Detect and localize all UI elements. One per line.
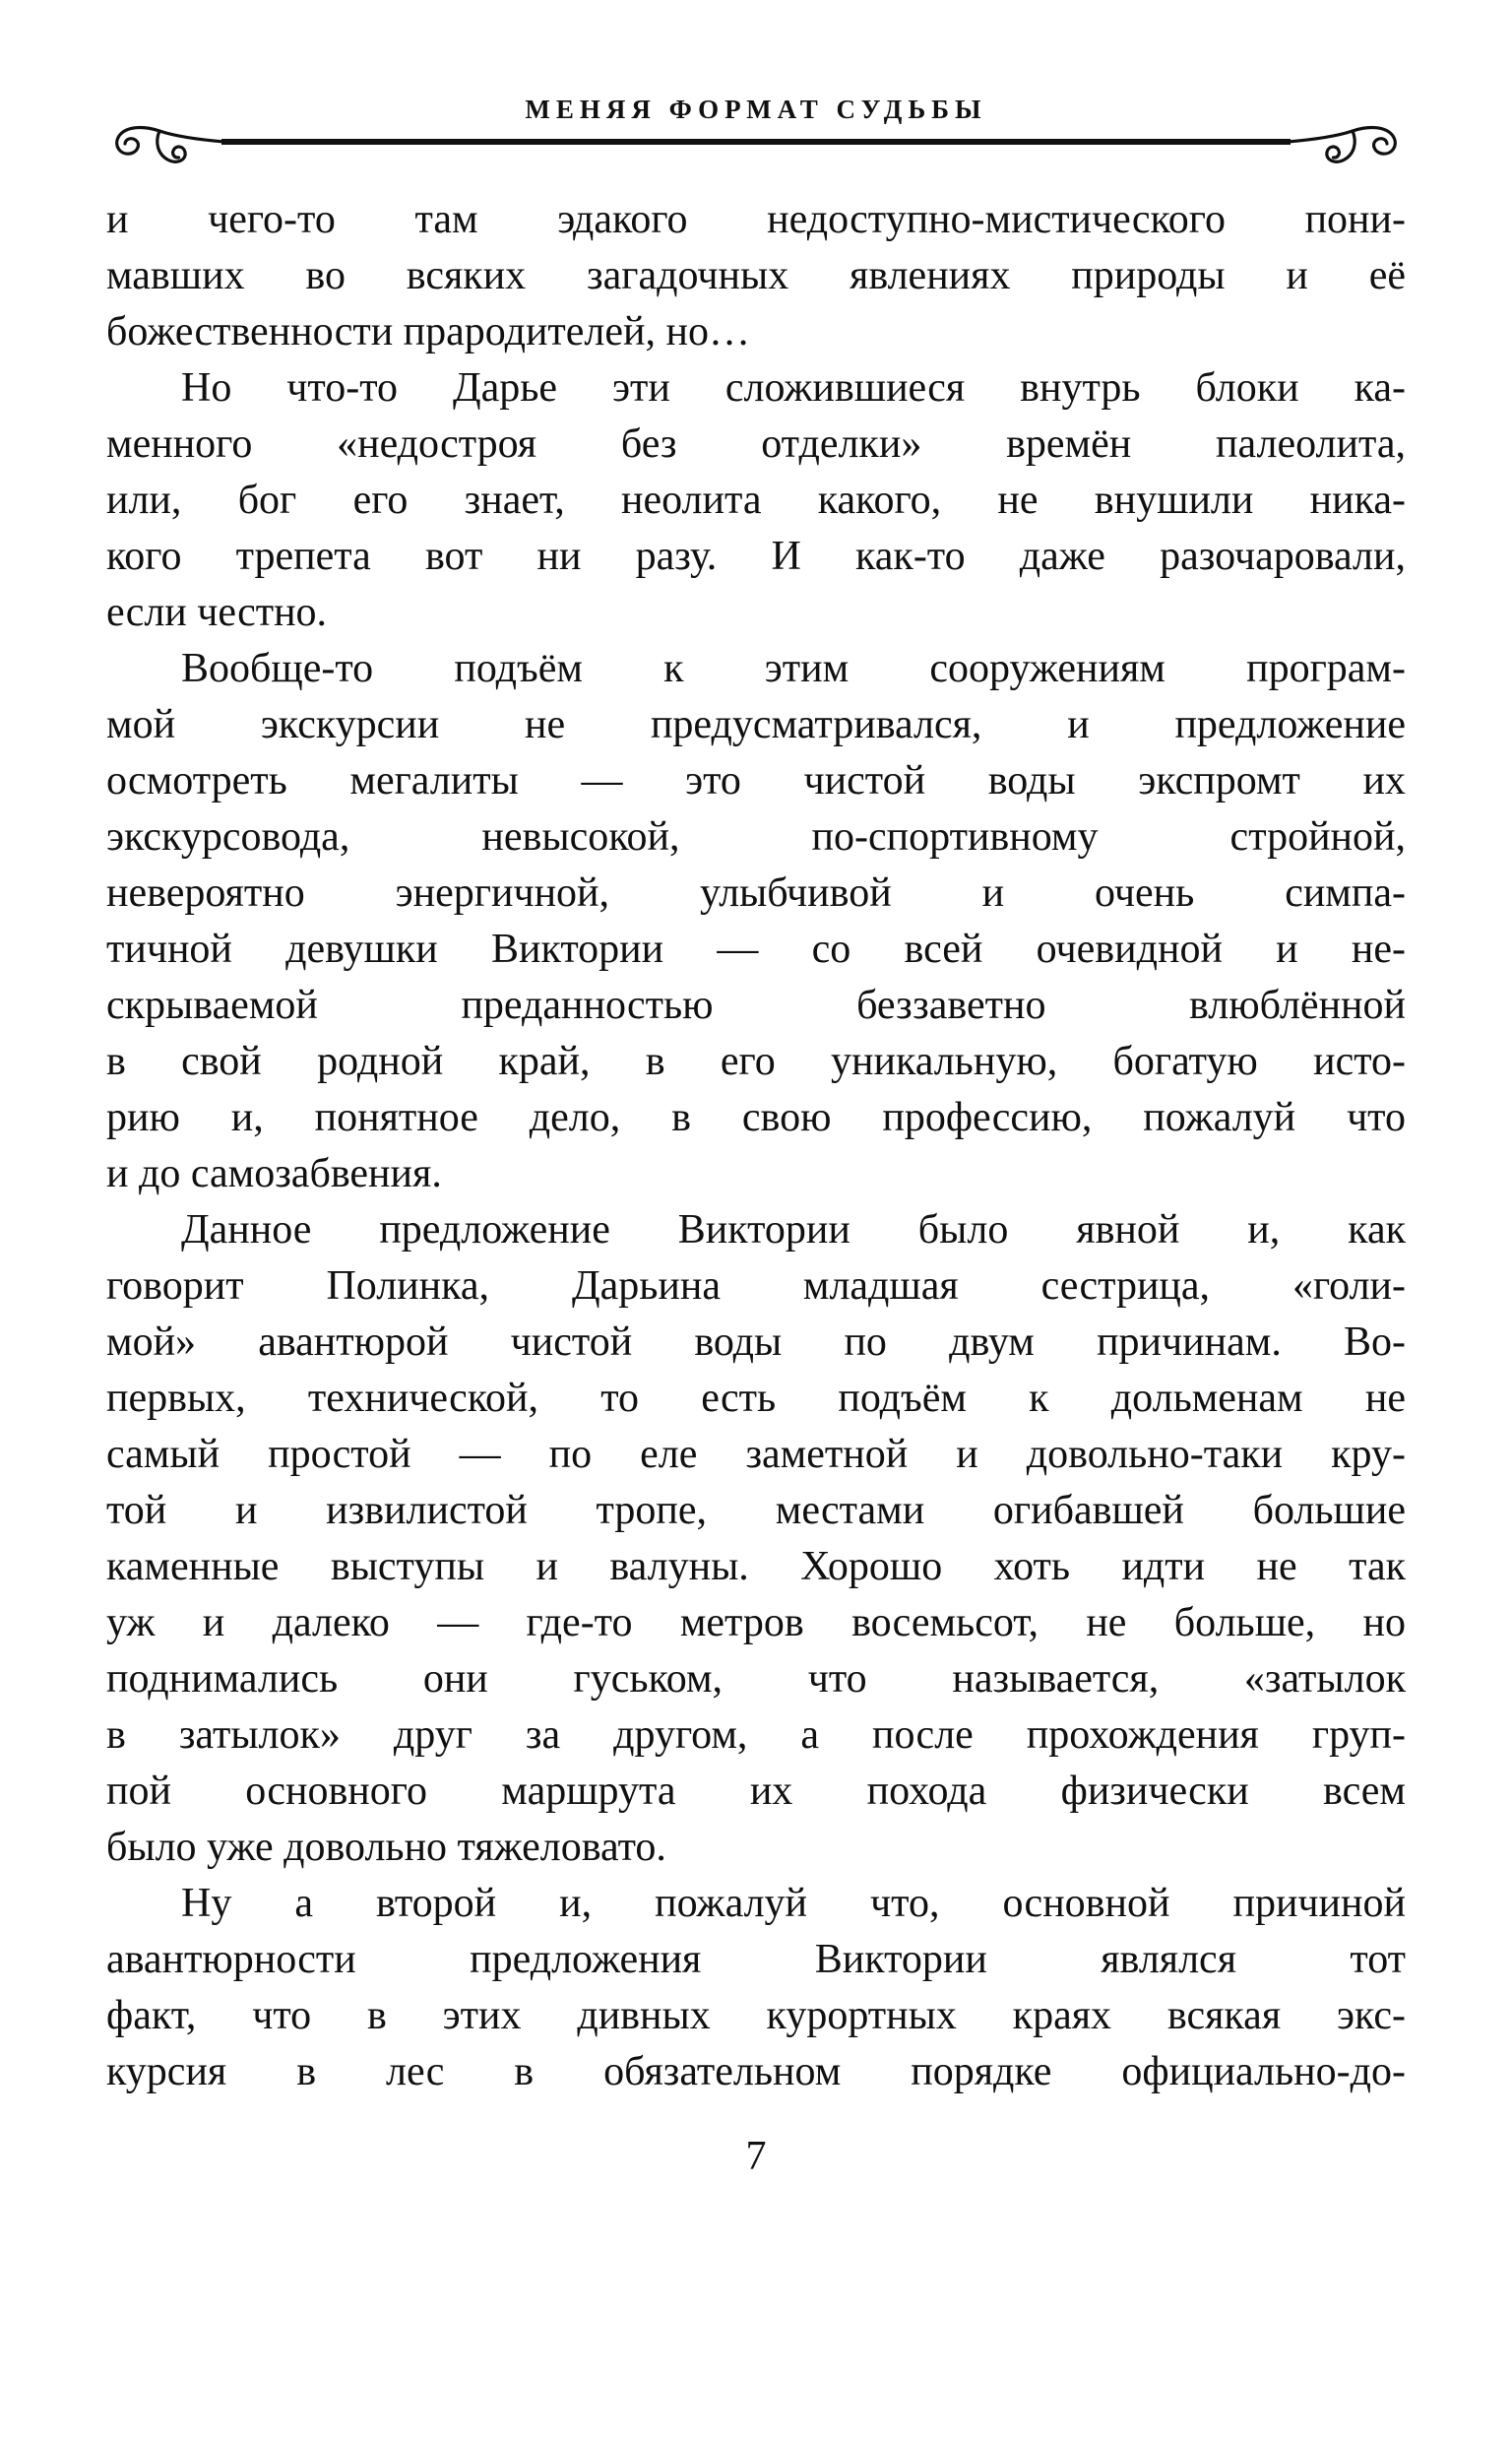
- text-line: каменные выступы и валуны. Хорошо хоть идти не так: [106, 1544, 1406, 1589]
- header-rule-bar: [221, 139, 1291, 145]
- text-line: курсия в лес в обязательном порядке официально-до-: [106, 2049, 1406, 2094]
- text-line: уж и далеко — где-то метров восемьсот, не больше, но: [106, 1600, 1406, 1645]
- text-line: менного «недостроя без отделки» времён палеолита,: [106, 421, 1406, 467]
- text-line: рию и, понятное дело, в свою профессию, пожалуй что: [106, 1095, 1406, 1140]
- flourish-left-icon: [106, 112, 224, 171]
- text-line: первых, технической, то есть подъём к дольменам не: [106, 1376, 1406, 1421]
- text-line: в затылок» друг за другом, а после прохождения груп-: [106, 1712, 1406, 1758]
- header-title: МЕНЯЯ ФОРМАТ СУДЬБЫ: [525, 95, 987, 124]
- text-line: в свой родной край, в его уникальную, богатую исто-: [106, 1039, 1406, 1084]
- text-line: мавших во всяких загадочных явлениях природы и её: [106, 253, 1406, 298]
- text-line: факт, что в этих дивных курортных краях всякая экс-: [106, 1993, 1406, 2038]
- text-line: самый простой — по еле заметной и довольно-таки кру-: [106, 1432, 1406, 1477]
- text-line: Данное предложение Виктории было явной и, как: [181, 1207, 1406, 1253]
- text-line: экскурсовода, невысокой, по-спортивному стройной,: [106, 814, 1406, 860]
- text-line: невероятно энергичной, улыбчивой и очень симпа-: [106, 870, 1406, 916]
- paragraph: [106, 1202, 1406, 1876]
- paragraph: [106, 192, 1406, 360]
- text-line: поднимались они гуськом, что называется, «затылок: [106, 1656, 1406, 1702]
- paragraph: [106, 641, 1406, 1202]
- text-line: мой» авантюрой чистой воды по двум причинам. Во-: [106, 1319, 1406, 1365]
- text-line: Но что-то Дарье эти сложившиеся внутрь блоки ка-: [181, 365, 1406, 411]
- text-line: если честно.: [106, 590, 328, 635]
- text-line: осмотреть мегалиты — это чистой воды экспромт их: [106, 758, 1406, 804]
- page-number: 7: [745, 2134, 767, 2179]
- text-line: божественности прародителей, но…: [106, 309, 750, 354]
- text-line: было уже довольно тяжеловато.: [106, 1825, 666, 1870]
- text-line: говорит Полинка, Дарьина младшая сестрица, «голи-: [106, 1263, 1406, 1309]
- body-text: [106, 192, 1406, 2100]
- text-line: той и извилистой тропе, местами огибавшей большие: [106, 1488, 1406, 1533]
- running-header: [106, 95, 1406, 171]
- flourish-right-icon: [1288, 112, 1406, 171]
- text-line: авантюрности предложения Виктории являлся тот: [106, 1937, 1406, 1982]
- text-line: или, бог его знает, неолита какого, не внушили ника-: [106, 478, 1406, 523]
- text-line: мой экскурсии не предусматривался, и предложение: [106, 702, 1406, 747]
- text-line: пой основного маршрута их похода физически всем: [106, 1768, 1406, 1814]
- paragraph: [106, 360, 1406, 641]
- text-line: кого трепета вот ни разу. И как-то даже разочаровали,: [106, 534, 1406, 579]
- text-line: Вообще-то подъём к этим сооружениям програм-: [181, 646, 1406, 691]
- text-line: скрываемой преданностью беззаветно влюблённой: [106, 983, 1406, 1028]
- text-line: и до самозабвения.: [106, 1151, 442, 1196]
- text-line: тичной девушки Виктории — со всей очевидной и не-: [106, 927, 1406, 972]
- paragraph: [106, 1876, 1406, 2100]
- text-line: Ну а второй и, пожалуй что, основной причиной: [181, 1881, 1406, 1926]
- text-line: и чего-то там эдакого недоступно-мистического пони-: [106, 197, 1406, 242]
